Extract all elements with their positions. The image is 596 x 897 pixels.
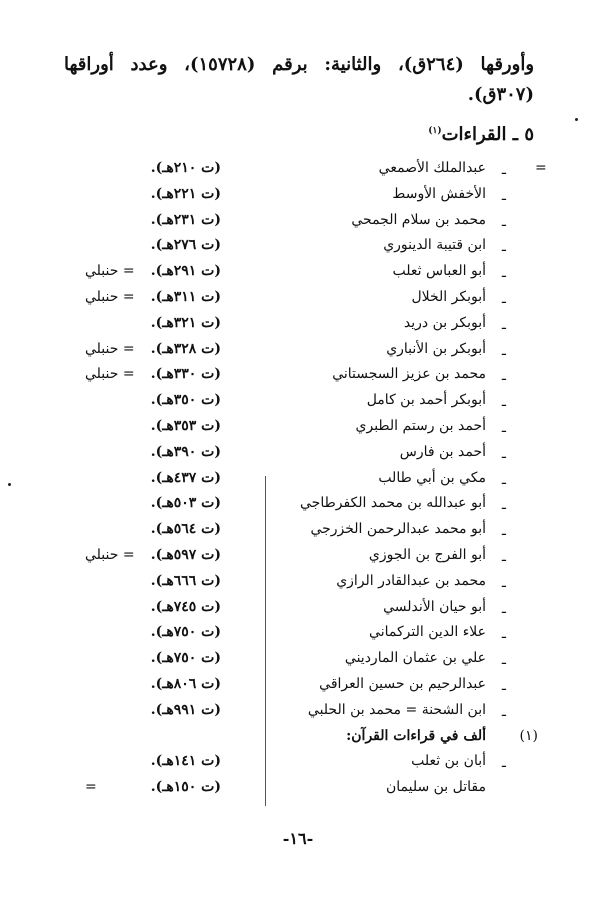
madhhab-tag: = حنبلي: [85, 547, 135, 563]
footnote-heading-row: [0, 728, 596, 754]
scholar-name: عبدالرحيم بن حسين العراقي: [319, 676, 486, 692]
scholar-name: الأخفش الأوسط: [392, 185, 486, 202]
list-item: [0, 289, 596, 315]
scholar-name: محمد بن سلام الجمحي: [351, 211, 486, 228]
list-item: [0, 341, 596, 367]
death-date: (ت ٣٣٠هـ).: [150, 366, 221, 383]
scholar-name: أبوبكر بن دريد: [403, 314, 486, 331]
death-date: (ت ٣٥٣هـ).: [150, 418, 221, 434]
scholar-name: علاء الدين التركماني: [369, 624, 486, 641]
death-date: (ت ٣٢١هـ).: [150, 314, 221, 331]
madhhab-tag: = حنبلي: [85, 263, 135, 280]
list-item: [0, 160, 596, 186]
scholar-name: مقاتل بن سليمان: [385, 779, 486, 796]
list-dash: ـ: [501, 265, 506, 282]
list-dash: ـ: [501, 652, 506, 669]
death-date: (ت ٢٧٦هـ).: [150, 237, 221, 254]
scholar-name: أبان بن ثعلب: [411, 753, 486, 770]
list-item: [0, 753, 596, 779]
list-dash: ـ: [501, 368, 506, 385]
list-item: [0, 263, 596, 289]
madhhab-tag: =: [85, 779, 97, 796]
death-date: (ت ٣١١هـ).: [150, 289, 221, 305]
list-dash: ـ: [501, 239, 506, 256]
scholar-name: أبوبكر بن الأنباري: [386, 340, 486, 357]
list-dash: ـ: [501, 420, 506, 436]
death-date: (ت ١٤١هـ).: [150, 753, 221, 770]
death-date: (ت ٧٥٠هـ).: [150, 624, 221, 641]
list-item: [0, 547, 596, 573]
list-item: [0, 315, 596, 341]
death-date: (ت ٣٢٨هـ).: [150, 340, 221, 357]
footnote-heading: ألف في قراءات القرآن:: [346, 727, 486, 744]
death-date: (ت ٥٦٤هـ).: [150, 521, 221, 538]
list-item: [0, 418, 596, 444]
scholar-name: محمد بن عزيز السجستاني: [332, 366, 486, 383]
scholar-name: أبو الفرج بن الجوزي: [368, 547, 486, 563]
list-dash: ـ: [501, 471, 506, 488]
list-item: [0, 676, 596, 702]
list-item: [0, 392, 596, 418]
scholar-name: ابن قتيبة الدينوري: [383, 237, 486, 254]
list-dash: ـ: [501, 626, 506, 643]
list-item: [0, 366, 596, 392]
list-item: [0, 702, 596, 728]
list-dash: ـ: [501, 574, 506, 591]
death-date: (ت ٧٤٥هـ).: [150, 598, 221, 615]
list-dash: ـ: [501, 678, 506, 694]
list-item: [0, 599, 596, 625]
scholar-name: أبوبكر الخلال: [411, 289, 486, 305]
death-date: (ت ١٥٠هـ).: [150, 779, 221, 796]
scholar-name: علي بن عثمان المارديني: [344, 650, 486, 667]
death-date: (ت ٧٥٠هـ).: [150, 650, 221, 667]
scan-speck: [575, 118, 578, 121]
section-title-text: ٥ ـ القراءات: [441, 124, 534, 145]
death-date: (ت ٤٣٧هـ).: [150, 469, 221, 486]
scholar-name: عبدالملك الأصمعي: [378, 160, 486, 176]
madhhab-tag: = حنبلي: [85, 366, 135, 383]
intro-paragraph: وأورقها (٢٦٤ق)، والثانية: برقم (١٥٧٢٨)، وعدد أوراقها (٣٠٧ق).: [64, 54, 535, 105]
list-dash: ـ: [501, 342, 506, 359]
list-dash: ـ: [501, 162, 506, 178]
section-footnote-ref: (١): [428, 126, 442, 136]
madhhab-tag: = حنبلي: [85, 289, 135, 305]
list-dash: ـ: [501, 549, 506, 565]
scholar-name: أبو العباس ثعلب: [392, 263, 486, 280]
page-number: -١٦-: [282, 829, 314, 848]
scholar-name: أحمد بن رستم الطبري: [355, 418, 486, 434]
scholar-name: محمد بن عبدالقادر الرازي: [336, 572, 486, 589]
death-date: (ت ٦٦٦هـ).: [150, 572, 221, 589]
list-dash: ـ: [501, 187, 506, 204]
death-date: (ت ٩٩١هـ).: [150, 701, 221, 718]
death-date: (ت ٥٠٣هـ).: [150, 495, 221, 512]
death-date: (ت ٣٩٠هـ).: [150, 443, 221, 460]
list-item: [0, 237, 596, 263]
death-date: (ت ٢٩١هـ).: [150, 263, 221, 280]
list-dash: ـ: [501, 600, 506, 617]
death-date: (ت ٣٥٠هـ).: [150, 392, 221, 409]
list-item: [0, 186, 596, 212]
list-dash: ـ: [501, 213, 506, 230]
footnote-number: (١): [519, 727, 538, 744]
list-dash: ـ: [501, 523, 506, 540]
section-title: [428, 124, 534, 145]
death-date: (ت ٥٩٧هـ).: [150, 547, 221, 563]
death-date: (ت ٢١٠هـ).: [150, 160, 221, 176]
list-item: [0, 444, 596, 470]
list-item: [0, 495, 596, 521]
list-dash: ـ: [501, 497, 506, 514]
death-date: (ت ٢٢١هـ).: [150, 185, 221, 202]
list-dash: ـ: [501, 445, 506, 462]
scholar-name: ابن الشحنة = محمد بن الحلبي: [307, 701, 486, 718]
madhhab-tag: = حنبلي: [85, 340, 135, 357]
list-dash: ـ: [501, 291, 506, 307]
list-item: [0, 650, 596, 676]
death-date: (ت ٢٣١هـ).: [150, 211, 221, 228]
scholar-name: أبو حيان الأندلسي: [383, 598, 486, 615]
scholar-name: مكي بن أبي طالب: [378, 469, 486, 486]
scholar-name: أبوبكر أحمد بن كامل: [366, 392, 486, 409]
list-item: [0, 212, 596, 238]
list-item: [0, 779, 596, 805]
list-item: [0, 573, 596, 599]
scholar-name: أحمد بن فارس: [399, 443, 486, 460]
continuation-mark: =: [535, 160, 547, 176]
list-item: [0, 470, 596, 496]
scholar-name: أبو عبدالله بن محمد الكفرطاجي: [300, 495, 486, 512]
list-dash: ـ: [501, 703, 506, 720]
list-dash: ـ: [501, 394, 506, 411]
list-item: [0, 521, 596, 547]
list-dash: ـ: [501, 755, 506, 772]
death-date: (ت ٨٠٦هـ).: [150, 676, 221, 692]
list-dash: ـ: [501, 316, 506, 333]
scholar-name: أبو محمد عبدالرحمن الخزرجي: [310, 521, 486, 538]
list-item: [0, 624, 596, 650]
